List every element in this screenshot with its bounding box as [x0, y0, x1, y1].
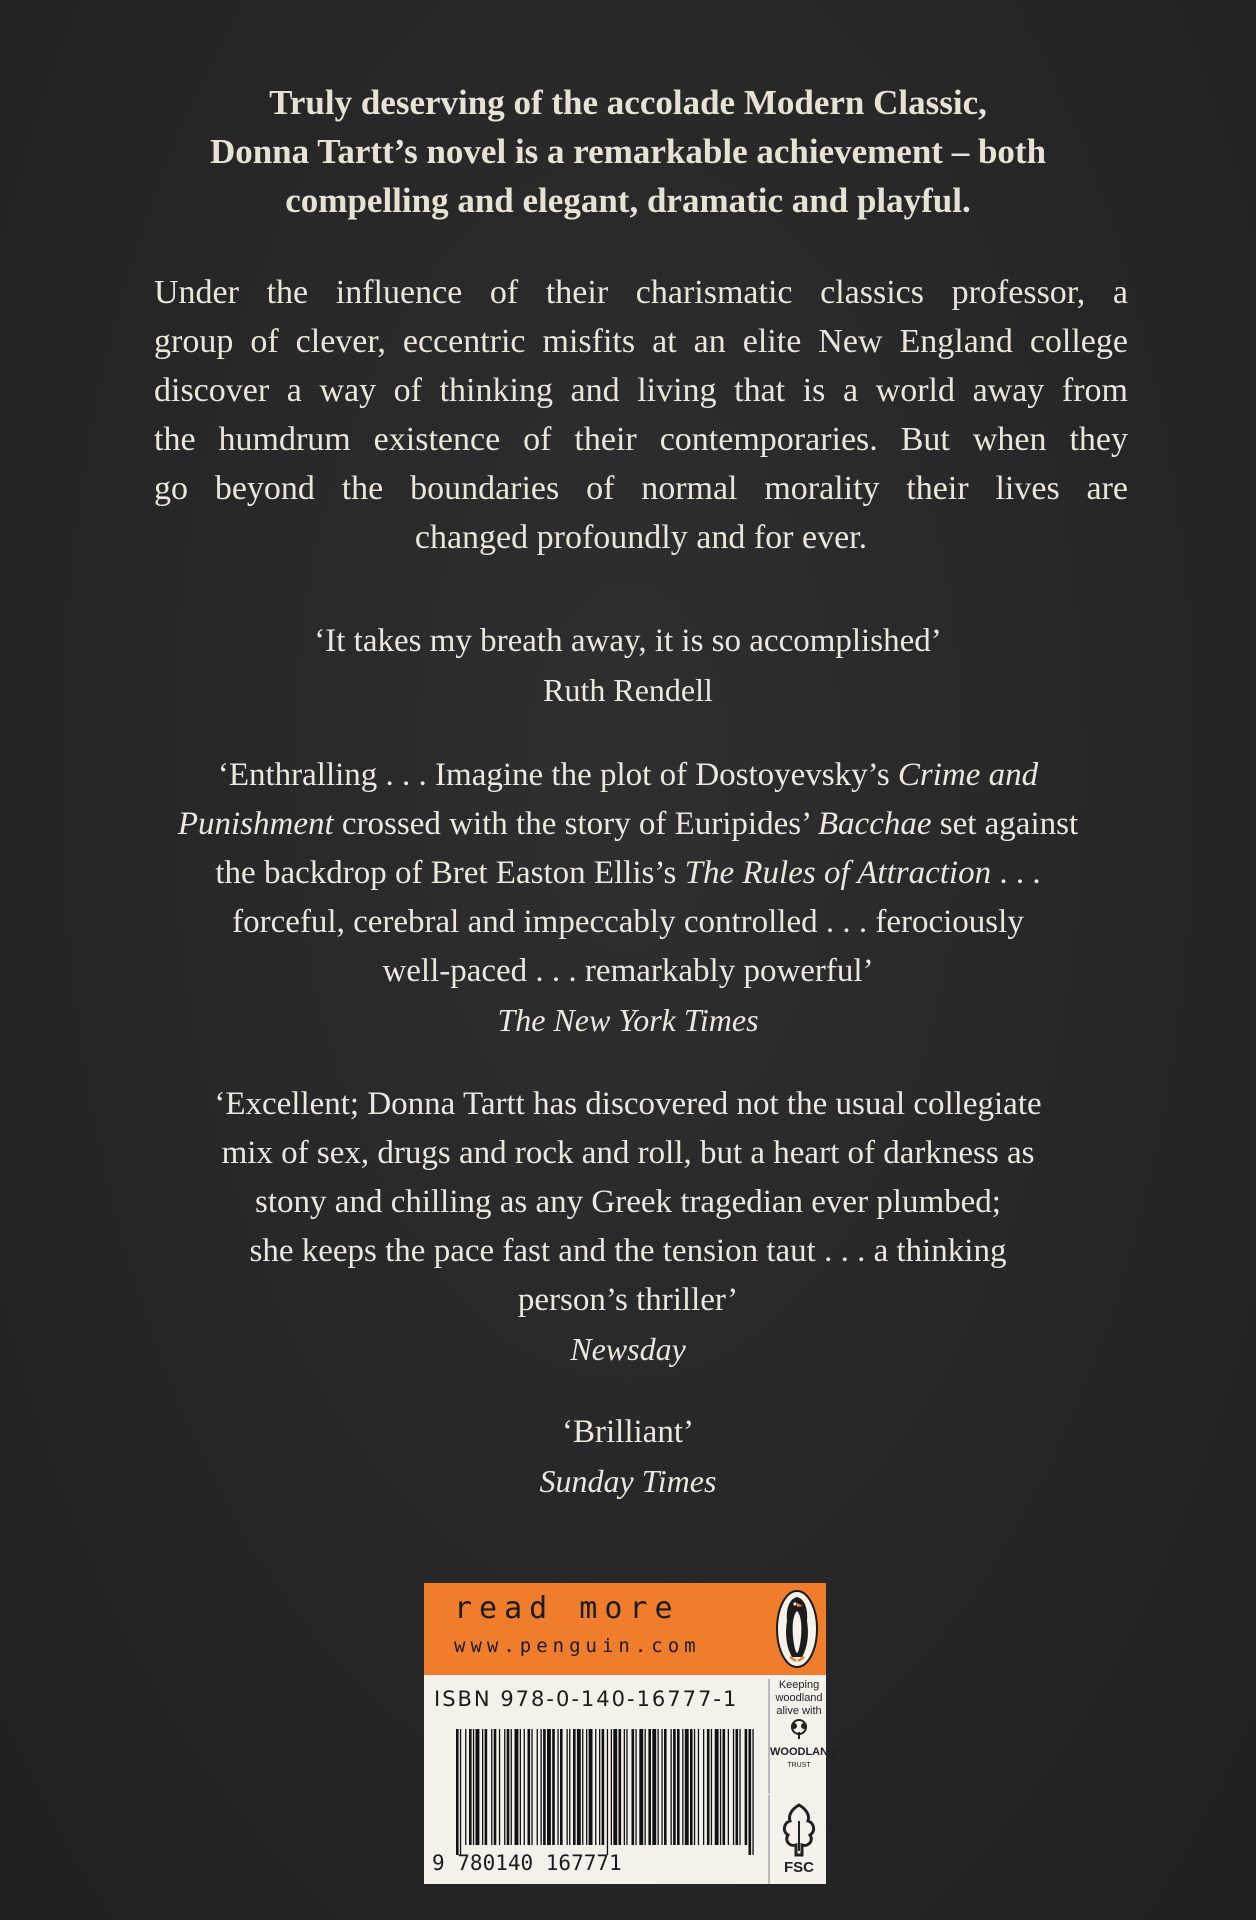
barcode-bar [520, 1729, 521, 1845]
barcode-bar [619, 1729, 622, 1845]
review-quote-1 [120, 617, 1136, 715]
quote-line [120, 800, 1136, 849]
quote-source: Ruth Rendell [543, 672, 713, 708]
quote-source: The New York Times [497, 1002, 759, 1038]
fsc-tree-icon [774, 1801, 824, 1859]
barcode-bar [685, 1729, 689, 1845]
barcode-bar [582, 1729, 583, 1845]
barcode-bar [485, 1729, 488, 1845]
barcode-bar [639, 1729, 643, 1845]
penguin-banner [424, 1583, 826, 1675]
barcode-bar [469, 1729, 472, 1845]
book-title: Bacchae [817, 806, 932, 842]
barcode-bar [557, 1729, 558, 1845]
woodland-text: Keeping [778, 1679, 820, 1691]
synopsis [154, 268, 1128, 562]
quote-line: ‘Excellent; Donna Tartt has discovered not the usual collegiate [214, 1086, 1042, 1122]
fsc-badge [768, 1795, 828, 1884]
barcode-bar [752, 1729, 753, 1855]
barcode-bar [515, 1729, 519, 1845]
quote-text: the backdrop of Bret Easton Ellis’s [215, 855, 685, 891]
book-title: The Rules of Attraction [684, 855, 992, 891]
barcode-bar [504, 1729, 505, 1845]
barcode-bar [664, 1729, 667, 1845]
barcode-bar [707, 1729, 710, 1845]
barcode-bar [624, 1729, 625, 1845]
quote-line [120, 849, 1136, 898]
fsc-label: FSC [784, 1859, 814, 1876]
barcode-bar [602, 1729, 605, 1845]
barcode-bar [698, 1729, 699, 1845]
barcode-bar [635, 1729, 636, 1845]
publisher-url: www.penguin.com [454, 1635, 701, 1657]
quote-line: she keeps the pace fast and the tension taut . . . a thinking [249, 1233, 1007, 1269]
quote-source: Newsday [570, 1331, 686, 1367]
quote-line [120, 751, 1136, 800]
tagline [150, 78, 1106, 225]
barcode-bar [460, 1729, 461, 1855]
quote-source: Sunday Times [539, 1463, 717, 1499]
quote-text: ‘It takes my breath away, it is so accomplished’ [314, 623, 942, 659]
woodland-text: alive with [776, 1705, 822, 1717]
quote-text: ‘Brilliant’ [562, 1414, 694, 1450]
barcode-bar [645, 1729, 646, 1845]
barcode-bar [524, 1729, 525, 1845]
barcode-bar [456, 1729, 459, 1855]
barcode-bar [711, 1729, 712, 1845]
barcode-bar [531, 1729, 532, 1845]
barcode-bar [661, 1729, 662, 1845]
barcode-bar [745, 1729, 748, 1845]
barcode-bar [723, 1729, 726, 1845]
synopsis-line: group of clever, eccentric misfits at an elite New England college [154, 323, 1128, 360]
barcode-bar [547, 1729, 551, 1845]
book-title: Crime and [897, 757, 1039, 793]
barcode-bar [728, 1729, 729, 1845]
barcode-bar [511, 1729, 512, 1845]
barcode-bar [528, 1729, 531, 1845]
barcode-bar [567, 1729, 568, 1845]
barcode-bar [507, 1729, 510, 1845]
review-quote-3 [120, 1080, 1136, 1374]
barcode-bar [476, 1729, 480, 1845]
quote-line: well-paced . . . remarkably powerful’ [382, 953, 874, 989]
barcode-bar [677, 1729, 680, 1845]
woodland-text: woodland [775, 1692, 823, 1704]
barcode-bar [499, 1729, 500, 1845]
barcode-bar [671, 1729, 672, 1845]
barcode-bar [599, 1729, 600, 1845]
barcode-digits: 9 780140 167771 [432, 1851, 622, 1875]
barcode-bar [586, 1729, 587, 1845]
barcode-bar [595, 1729, 596, 1845]
barcode-bar [694, 1729, 695, 1845]
barcode-bar [577, 1729, 581, 1845]
tagline-line: Truly deserving of the accolade Modern Classic, [269, 83, 987, 122]
barcode-panel [424, 1583, 836, 1884]
barcode-bar [749, 1729, 752, 1855]
barcode-bar [607, 1729, 608, 1855]
barcode-bar [543, 1729, 546, 1845]
isbn-label: ISBN 978-0-140-16777-1 [434, 1687, 739, 1711]
barcode-bar [473, 1729, 474, 1845]
barcode-bar [560, 1729, 563, 1845]
quote-line: mix of sex, drugs and rock and roll, but a heart of darkness as [221, 1135, 1035, 1171]
barcode-bar [491, 1729, 492, 1845]
quote-text: crossed with the story of Euripides’ [333, 806, 818, 842]
barcode-bar [733, 1729, 734, 1845]
barcode-bar [682, 1729, 683, 1845]
barcode-bar [613, 1729, 617, 1845]
barcode-bar [715, 1729, 719, 1845]
barcode-bar [736, 1729, 739, 1845]
barcode-bar [465, 1729, 466, 1845]
barcode-bar [720, 1729, 721, 1845]
penguin-logo-icon [776, 1589, 818, 1669]
barcode-bar [632, 1729, 635, 1845]
barcode-bar [589, 1729, 593, 1845]
barcode [456, 1729, 756, 1855]
quote-text: . . . [991, 855, 1041, 891]
quote-line: forceful, cerebral and impeccably controlled . . . ferociously [232, 904, 1024, 940]
quote-text: set against [931, 806, 1079, 842]
barcode-bar [552, 1729, 555, 1845]
synopsis-line: the humdrum existence of their contemporaries. But when they [154, 421, 1128, 458]
tagline-line: compelling and elegant, dramatic and playful. [285, 181, 971, 220]
barcode-bar [690, 1729, 693, 1845]
woodland-name: WOODLAND [770, 1746, 836, 1758]
synopsis-line: go beyond the boundaries of normal morality their lives are [154, 470, 1128, 507]
barcode-bar [658, 1729, 659, 1845]
barcode-bar [482, 1729, 483, 1845]
barcode-bar [703, 1729, 704, 1845]
quote-line: stony and chilling as any Greek tragedian ever plumbed; [255, 1184, 1001, 1220]
barcode-bar [494, 1729, 497, 1845]
book-title: Punishment [177, 806, 334, 842]
woodland-trust-text: TRUST [787, 1762, 811, 1769]
review-quote-2 [120, 751, 1136, 1045]
barcode-bar [652, 1729, 656, 1845]
barcode-bar [626, 1729, 627, 1845]
barcode-bar [569, 1729, 570, 1845]
synopsis-line: Under the influence of their charismatic classics professor, a [154, 274, 1128, 311]
woodland-trust-badge [768, 1679, 836, 1794]
barcode-bar [673, 1729, 676, 1845]
quote-line: person’s thriller’ [517, 1282, 739, 1318]
barcode-bar [537, 1729, 538, 1845]
barcode-bar [739, 1729, 740, 1845]
quote-text: ‘Enthralling . . . Imagine the plot of Dostoyevsky’s [217, 757, 898, 793]
barcode-bar [611, 1729, 612, 1845]
synopsis-line: changed profoundly and for ever. [414, 519, 868, 556]
barcode-bar [573, 1729, 576, 1845]
barcode-bar [541, 1729, 542, 1845]
synopsis-line: discover a way of thinking and living that is a world away from [154, 372, 1128, 409]
woodland-tree-icon [786, 1718, 812, 1740]
read-more-label: read more [454, 1591, 680, 1626]
review-quote-4 [120, 1408, 1136, 1506]
barcode-bar [648, 1729, 651, 1845]
tagline-line: Donna Tartt’s novel is a remarkable achievement – both [209, 132, 1047, 171]
